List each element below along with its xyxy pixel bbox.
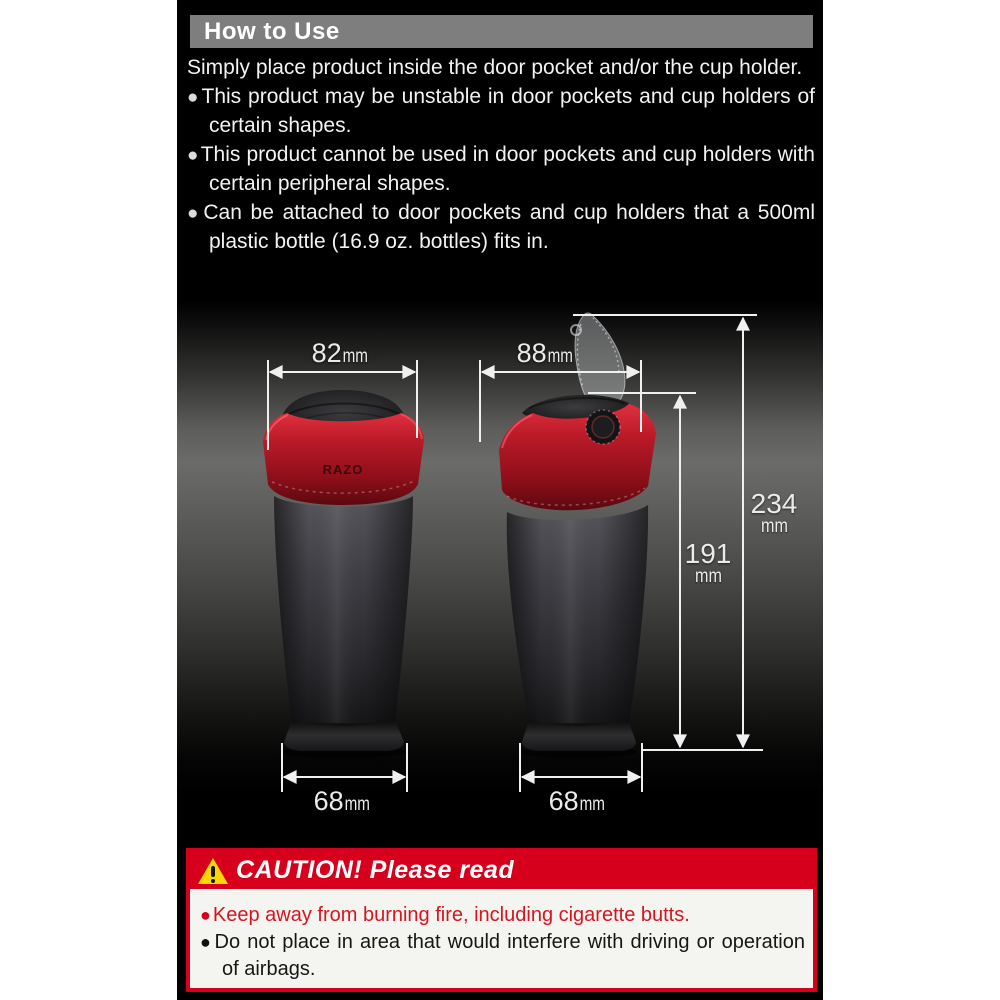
- dim-value: 68: [313, 786, 344, 816]
- brand-logo: RAZO: [322, 462, 364, 477]
- caution-items: [190, 889, 813, 983]
- caution-item-fire: ● Keep away from burning fire, including cigarette butts.: [200, 902, 805, 929]
- dim-closed-top-width-label: [312, 338, 375, 369]
- dim-open-top-width-label: [517, 338, 580, 369]
- dim-unit: mm: [760, 516, 788, 537]
- caution-item-driving: ● Do not place in area that would interfere with driving or operation of airbags.: [200, 929, 805, 983]
- product-diagram: [177, 300, 823, 840]
- dim-unit: mm: [342, 346, 369, 367]
- caution-box: [186, 848, 817, 992]
- instruction-bullet: ● This product may be unstable in door pockets and cup holders of certain shapes.: [187, 83, 815, 141]
- product-closed-view: [263, 390, 424, 751]
- dim-value: 88: [516, 338, 547, 368]
- product-open-view: [499, 313, 656, 751]
- how-to-use-header: [190, 15, 813, 48]
- dim-body-height-label: [685, 540, 732, 586]
- dim-unit: mm: [694, 566, 722, 587]
- dim-value: 234: [750, 488, 798, 519]
- dim-value: 191: [684, 538, 732, 569]
- dim-unit: mm: [344, 794, 371, 815]
- warning-triangle-icon: [198, 857, 228, 884]
- dim-unit: mm: [579, 794, 606, 815]
- dim-overall-height-label: [751, 490, 798, 536]
- intro-text: Simply place product inside the door pocket and/or the cup holder.: [187, 56, 803, 79]
- dim-open-base-width-label: [549, 786, 612, 817]
- instructions: [187, 54, 815, 257]
- dim-value: 82: [311, 338, 342, 368]
- instruction-bullet: ● This product cannot be used in door pockets and cup holders with certain peripheral shapes.: [187, 141, 815, 199]
- caution-title: CAUTION! Please read: [236, 856, 515, 884]
- content-column: [177, 0, 823, 1000]
- dim-unit: mm: [547, 346, 574, 367]
- caution-header: [190, 852, 813, 889]
- how-to-use-title: How to Use: [204, 17, 340, 45]
- dim-value: 68: [548, 786, 579, 816]
- instruction-bullet: ● Can be attached to door pockets and cup holders that a 500ml plastic bottle (16.9 oz. bottles) fits in.: [187, 199, 815, 257]
- dim-closed-base-width-label: [314, 786, 377, 817]
